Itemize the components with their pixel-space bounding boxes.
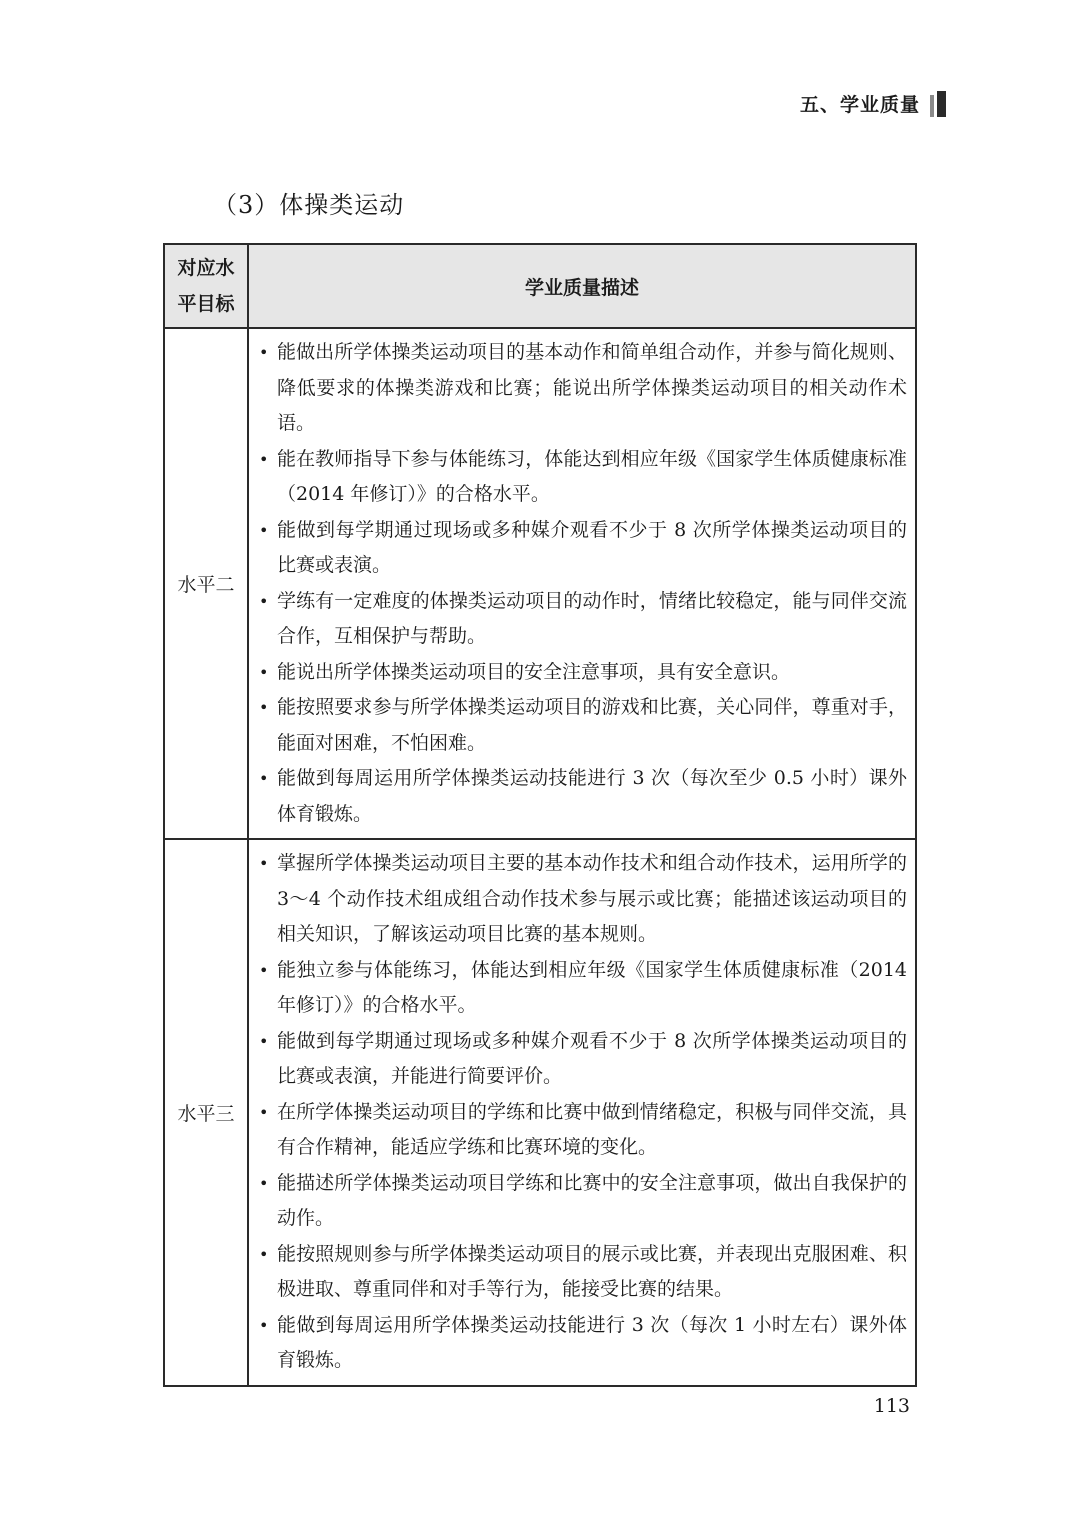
list-item: • 能做到每周运用所学体操类运动技能进行 3 次（每次至少 0.5 小时）课外体育锻炼。 [257, 761, 907, 832]
list-item: • 能独立参与体能练习，体能达到相应年级《国家学生体质健康标准（2014 年修订）》的合格水平。 [257, 953, 907, 1024]
description-cell [248, 328, 916, 839]
col-header-level-line1: 对应水 [177, 257, 235, 279]
col-header-description: 学业质量描述 [248, 244, 916, 328]
list-item: • 能做到每周运用所学体操类运动技能进行 3 次（每次 1 小时左右）课外体育锻炼。 [257, 1308, 907, 1379]
list-item: • 能做到每学期通过现场或多种媒介观看不少于 8 次所学体操类运动项目的比赛或表演。 [257, 513, 907, 584]
list-item: • 能说出所学体操类运动项目的安全注意事项，具有安全意识。 [257, 655, 907, 691]
running-header [800, 90, 946, 117]
list-item: • 能做出所学体操类运动项目的基本动作和简单组合动作，并参与简化规则、降低要求的体操类游戏和比赛；能说出所学体操类运动项目的相关动作术语。 [257, 335, 907, 442]
list-item: • 能按照要求参与所学体操类运动项目的游戏和比赛，关心同伴，尊重对手，能面对困难，不怕困难。 [257, 690, 907, 761]
description-list [257, 846, 907, 1379]
list-item: • 能按照规则参与所学体操类运动项目的展示或比赛，并表现出克服困难、积极进取、尊重同伴和对手等行为，能接受比赛的结果。 [257, 1237, 907, 1308]
chapter-label: 五、学业质量 [799, 94, 920, 116]
col-header-level-line2: 平目标 [177, 293, 235, 315]
list-item: • 能描述所学体操类运动项目学练和比赛中的安全注意事项，做出自我保护的动作。 [257, 1166, 907, 1237]
page-number: 113 [873, 1395, 910, 1417]
list-item: • 掌握所学体操类运动项目主要的基本动作技术和组合动作技术，运用所学的 3～4 个动作技术组成组合动作技术参与展示或比赛；能描述该运动项目的相关知识，了解该运动项目比赛的基本规则。 [257, 846, 907, 953]
table-row [164, 328, 916, 839]
section-title: （3）体操类运动 [213, 191, 405, 219]
description-list [257, 335, 907, 832]
list-item: • 能做到每学期通过现场或多种媒介观看不少于 8 次所学体操类运动项目的比赛或表演，并能进行简要评价。 [257, 1024, 907, 1095]
col-header-level [164, 244, 248, 328]
quality-table [163, 243, 917, 1387]
list-item: • 在所学体操类运动项目的学练和比赛中做到情绪稳定，积极与同伴交流，具有合作精神，能适应学练和比赛环境的变化。 [257, 1095, 907, 1166]
list-item: • 学练有一定难度的体操类运动项目的动作时，情绪比较稳定，能与同伴交流合作，互相保护与帮助。 [257, 584, 907, 655]
level-cell: 水平三 [164, 839, 248, 1386]
header-bars-decoration [930, 91, 946, 117]
table-row [164, 839, 916, 1386]
list-item: • 能在教师指导下参与体能练习，体能达到相应年级《国家学生体质健康标准（2014 年修订）》的合格水平。 [257, 442, 907, 513]
table-header-row [164, 244, 916, 328]
description-cell [248, 839, 916, 1386]
level-cell: 水平二 [164, 328, 248, 839]
